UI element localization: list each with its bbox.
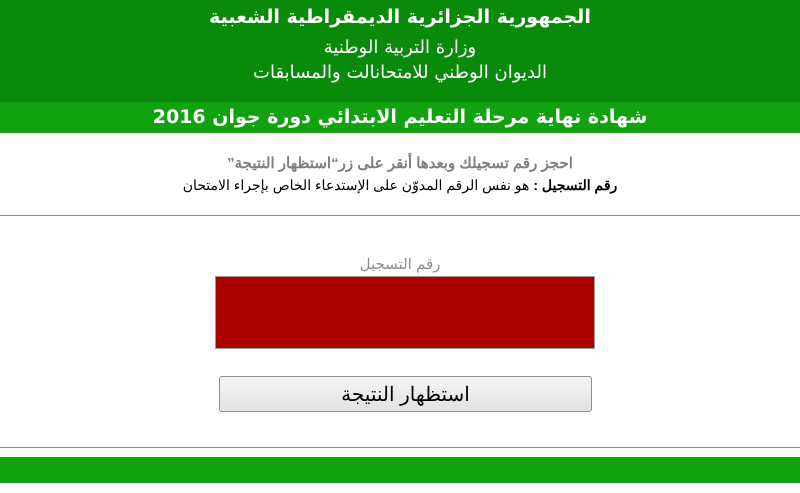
footer-bar	[0, 457, 800, 483]
show-result-button[interactable]: استظهار النتيجة	[219, 376, 592, 412]
country-name: الجمهورية الجزائرية الديمقراطية الشعبية	[209, 6, 591, 28]
ministry-name: وزارة التربية الوطنية	[323, 37, 477, 58]
registration-label: رقم التسجيل	[359, 256, 441, 273]
instruction-hint: احجز رقم تسجيلك وبعدها أنقر على زر“استظهار النتيجة”	[227, 155, 573, 172]
note-label: رقم التسجيل :	[533, 177, 618, 193]
site-header	[0, 0, 800, 102]
instructions	[0, 153, 800, 195]
exam-title: شهادة نهاية مرحلة التعليم الابتدائي دورة جوان 2016	[0, 102, 800, 133]
divider-bottom	[0, 447, 800, 448]
registration-number-input[interactable]	[215, 276, 595, 349]
instruction-note	[0, 175, 800, 195]
office-name: الديوان الوطني للامتحانالت والمسابقات	[253, 62, 547, 83]
divider-top	[0, 215, 800, 216]
note-text: هو نفس الرقم المدوّن على الإستدعاء الخاص بإجراء الامتحان	[182, 177, 534, 193]
